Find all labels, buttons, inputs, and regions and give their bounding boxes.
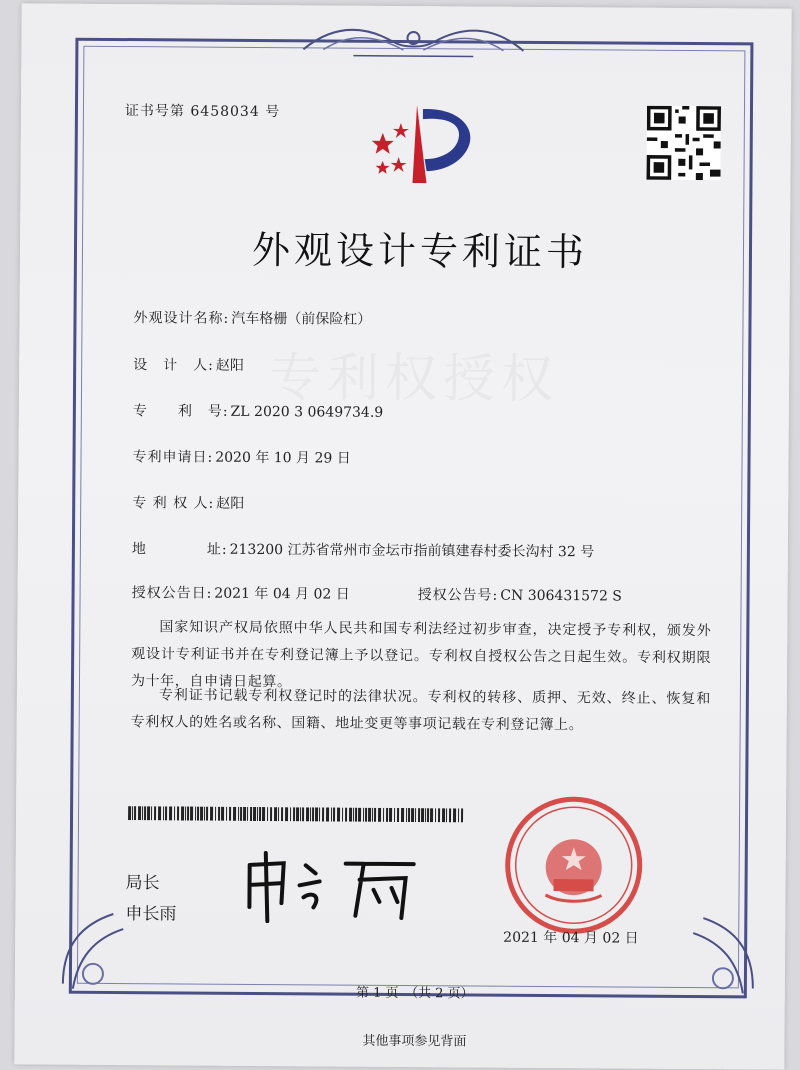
barcode-bar	[453, 808, 456, 822]
barcode-bar	[378, 808, 381, 822]
footer-note: 其他事项参见背面	[362, 1033, 467, 1050]
barcode-bar	[365, 808, 367, 822]
field-label: 专 利 号:	[132, 403, 229, 420]
barcode-bar	[337, 808, 340, 822]
barcode-bar	[430, 808, 433, 822]
barcode-bar	[427, 808, 429, 822]
cnipa-emblem-icon	[360, 101, 486, 192]
barcode-bar	[253, 807, 256, 821]
barcode-bar	[274, 807, 277, 821]
barcode-bar	[449, 808, 451, 822]
field-address	[132, 538, 594, 561]
background-watermark: 专利权授权	[268, 348, 560, 411]
barcode-bar	[331, 808, 332, 822]
field-value: 2021 年 04 月 02 日	[214, 585, 350, 603]
barcode-bar	[461, 808, 463, 822]
barcode-bar	[197, 807, 199, 821]
barcode-bar	[446, 808, 447, 822]
barcode-bar	[458, 808, 459, 822]
field-label: 专利申请日:	[132, 449, 214, 466]
barcode-bar	[406, 808, 407, 822]
certificate-number	[125, 100, 280, 121]
barcode-bar	[163, 806, 164, 820]
barcode-bar	[408, 808, 410, 822]
barcode-bar	[215, 807, 216, 821]
barcode-bar	[210, 807, 213, 821]
barcode-bar	[418, 808, 420, 822]
barcode-bar	[154, 806, 156, 820]
certificate-title: 外观设计专利证书	[251, 227, 589, 275]
barcode-bar	[285, 807, 288, 821]
barcode-bar	[218, 807, 220, 821]
field-value: 赵阳	[216, 495, 245, 512]
field-application-date	[132, 446, 350, 468]
field-design-name	[133, 307, 371, 329]
barcode-bar	[278, 807, 279, 821]
barcode-bar	[435, 808, 436, 822]
barcode-bar	[394, 808, 395, 822]
barcode-bar	[233, 807, 236, 821]
certificate-sheet	[14, 3, 791, 1069]
field-value: 赵阳	[215, 357, 244, 374]
barcode-bar	[326, 807, 329, 821]
director-title: 局长	[125, 873, 160, 894]
barcode-bar	[345, 808, 347, 822]
barcode-bar	[355, 808, 357, 822]
barcode-bar	[281, 807, 283, 821]
barcode-bar	[374, 808, 376, 822]
certificate-number-value: 6458034	[190, 103, 260, 120]
barcode-bar	[262, 807, 265, 821]
barcode-bar	[319, 807, 320, 821]
field-label: 授权公告号:	[417, 587, 499, 604]
barcode-bar	[368, 808, 371, 822]
barcode-bar	[310, 807, 311, 821]
barcode-bar	[144, 806, 146, 820]
barcode-bar	[372, 808, 373, 822]
barcode-bar	[132, 806, 133, 820]
barcode-bar	[302, 807, 304, 821]
barcode-bar	[257, 807, 258, 821]
barcode-bar	[389, 808, 392, 822]
barcode-bar	[342, 808, 343, 822]
barcode	[128, 806, 464, 822]
barcode-bar	[238, 807, 239, 821]
barcode-bar	[415, 808, 416, 822]
barcode-bar	[229, 807, 231, 821]
field-label: 地 址:	[131, 541, 228, 558]
barcode-bar	[411, 808, 414, 822]
barcode-bar	[300, 807, 301, 821]
barcode-bar	[438, 808, 440, 822]
field-value: 2020 年 10 月 29 日	[215, 449, 351, 467]
barcode-bar	[151, 806, 152, 820]
barcode-bar	[181, 806, 184, 820]
official-seal	[485, 795, 662, 936]
barcode-bar	[353, 808, 354, 822]
barcode-bar	[296, 807, 299, 821]
certificate-number-label: 证书号第	[124, 103, 186, 120]
barcode-bar	[177, 806, 179, 820]
barcode-bar	[386, 808, 388, 822]
barcode-bar	[147, 806, 150, 820]
barcode-bar	[270, 807, 272, 821]
barcode-bar	[221, 807, 224, 821]
field-designer	[133, 354, 244, 375]
barcode-bar	[190, 807, 193, 821]
barcode-bar	[165, 806, 167, 820]
barcode-bar	[349, 808, 352, 822]
barcode-bar	[293, 807, 295, 821]
grant-paragraph: 国家知识产权局依照中华人民共和国专利法经过初步审查，决定授予专利权，颁发外观设计专利证书并在专利登记簿上予以登记。专利权自授权公告之日起生效。专利权期限为十年，自申请日起算。	[130, 619, 712, 691]
barcode-bar	[158, 806, 161, 820]
legal-status-paragraph: 专利证书记载专利权登记时的法律状况。专利权的转移、质押、无效、终止、恢复和专利权人的姓名或名称、国籍、地址变更等事项记载在专利登记簿上。	[130, 687, 711, 734]
barcode-bar	[259, 807, 261, 821]
barcode-bar	[195, 807, 196, 821]
certificate-number-suffix: 号	[265, 104, 281, 121]
barcode-bar	[174, 806, 175, 820]
barcode-bar	[306, 807, 309, 821]
barcode-bar	[138, 806, 141, 820]
barcode-bar	[358, 808, 361, 822]
field-label: 授权公告日:	[131, 585, 213, 602]
barcode-bar	[200, 807, 203, 821]
field-patent-number	[133, 400, 383, 422]
barcode-bar	[226, 807, 227, 821]
director-signature	[235, 845, 436, 926]
barcode-bar	[322, 807, 324, 821]
barcode-bar	[267, 807, 268, 821]
field-value: ZL 2020 3 0649734.9	[230, 403, 384, 421]
field-grant-publication-number	[418, 584, 622, 605]
page-number: 第 1 页 （共 2 页）	[355, 985, 474, 1002]
barcode-bar	[204, 807, 205, 821]
barcode-bar	[169, 806, 172, 820]
barcode-bar	[425, 808, 426, 822]
field-grant-date	[132, 582, 350, 604]
field-label: 外观设计名称:	[133, 310, 230, 327]
director-name: 申长雨	[125, 904, 177, 925]
seal-date: 2021 年 04 月 02 日	[503, 929, 639, 947]
field-value: 213200 江苏省常州市金坛市指前镇建春村委长沟村 32 号	[229, 541, 595, 561]
barcode-bar	[142, 806, 143, 820]
field-label: 设 计 人:	[133, 357, 214, 374]
barcode-bar	[243, 807, 246, 821]
barcode-bar	[187, 806, 189, 820]
barcode-bar	[185, 806, 186, 820]
field-value: CN 306431572 S	[500, 587, 622, 605]
barcode-bar	[333, 808, 335, 822]
barcode-bar	[363, 808, 364, 822]
barcode-bar	[383, 808, 384, 822]
barcode-bar	[128, 806, 131, 820]
barcode-bar	[247, 807, 248, 821]
barcode-bar	[240, 807, 242, 821]
barcode-bar	[315, 807, 318, 821]
barcode-bar	[250, 807, 252, 821]
barcode-bar	[421, 808, 424, 822]
barcode-bar	[397, 808, 399, 822]
barcode-bar	[206, 807, 208, 821]
field-patentee	[132, 492, 244, 513]
barcode-bar	[312, 807, 314, 821]
barcode-bar	[442, 808, 445, 822]
barcode-bar	[134, 806, 136, 820]
top-ornament	[293, 19, 533, 63]
field-value: 汽车格栅（前保险杠）	[231, 310, 372, 328]
qr-code	[646, 106, 721, 181]
barcode-bar	[290, 807, 291, 821]
field-label: 专 利 权 人:	[132, 495, 215, 512]
barcode-bar	[401, 808, 404, 822]
